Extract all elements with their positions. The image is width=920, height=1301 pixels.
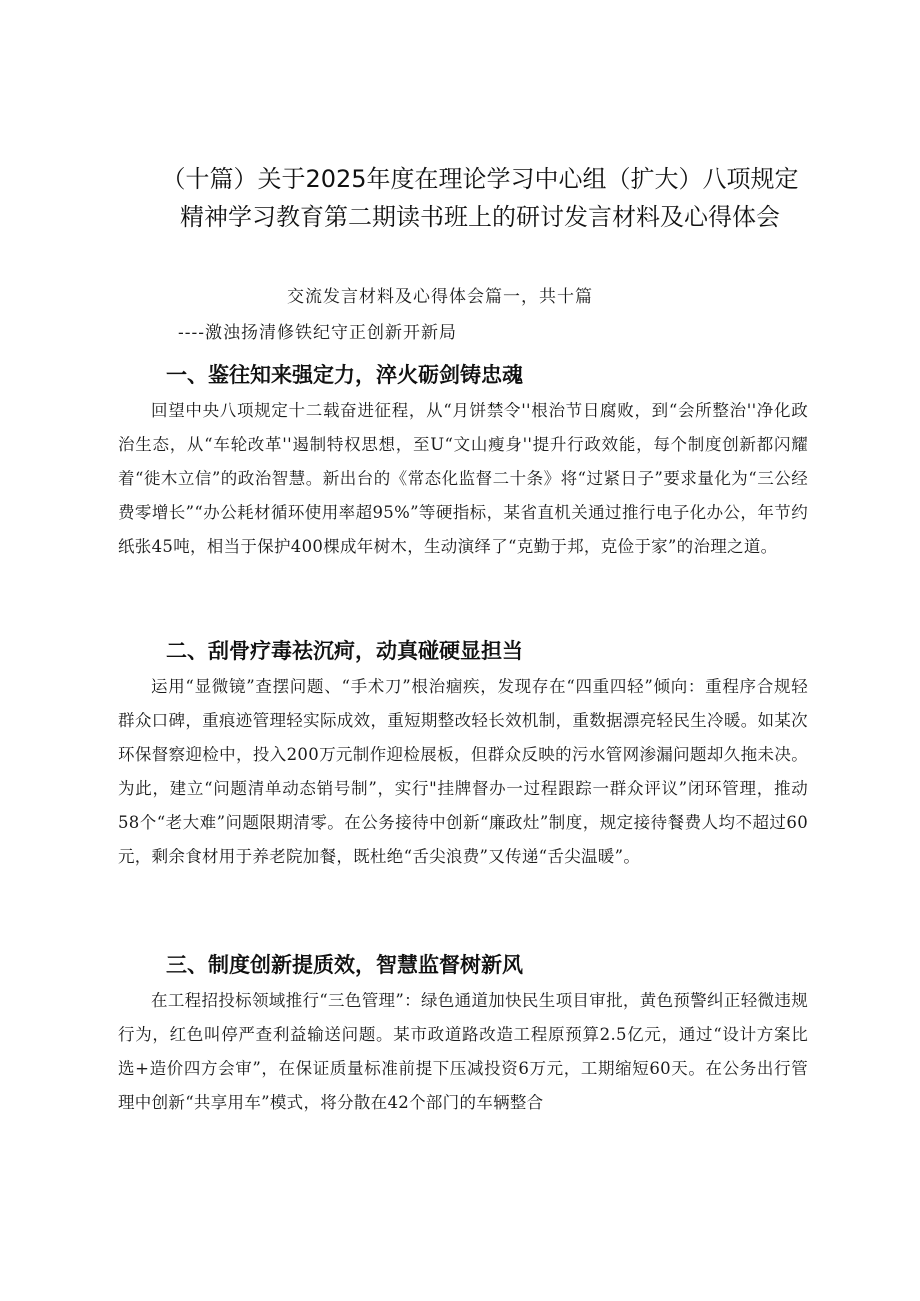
section-heading: 一、鉴往知来强定力，淬火砺剑铸忠魂: [166, 363, 523, 387]
section-paragraph: 回望中央八项规定十二载奋进征程，从“月饼禁令''根治节日腐败，到“会所整治''净化政治生态，从“车轮改革''遏制特权思想，至U“文山瘦身''提升行政效能，每个制度创新都闪耀着“徙木立信”的政治智慧。新出台的《常态化监督二十条》将“过紧日子”要求量化为“三公经费零增长”“办公耗材循环使用率超95%”等硬指标，某省直机关通过推行电子化办公，年节约纸张45吨，相当于保护400棵成年树木，生动演绎了“克勤于邦，克俭于家”的治理之道。: [118, 401, 808, 556]
section-2: [118, 636, 808, 874]
section-heading: 二、刮骨疗毒祛沉疴，动真碰硬显担当: [166, 639, 523, 663]
document-subtitle: 交流发言材料及心得体会篇一，共十篇: [287, 287, 593, 307]
section-3: [118, 950, 808, 1120]
section-1: [118, 360, 808, 564]
section-paragraph: 在工程招投标领域推行“三色管理”：绿色通道加快民生项目审批，黄色预警纠正轻微违规行为，红色叫停严查利益输送问题。某市政道路改造工程原预算2.5亿元，通过“设计方案比选+造价四方会审”，在保证质量标准前提下压减投资6万元，工期缩短60天。在公务出行管理中创新“共享用车”模式，将分散在42个部门的车辆整合: [118, 991, 808, 1112]
section-heading: 三、制度创新提质效，智慧监督树新风: [166, 953, 523, 977]
document-byline: ----激浊扬清修铁纪守正创新开新局: [178, 323, 457, 343]
section-paragraph: 运用“显微镜”查摆问题、“手术刀”根治痼疾，发现存在“四重四轻”倾向：重程序合规轻群众口碑，重痕迹管理轻实际成效，重短期整改轻长效机制，重数据漂亮轻民生冷暖。如某次环保督察迎检中，投入200万元制作迎检展板，但群众反映的污水管网渗漏问题却久拖未决。为此，建立“问题清单动态销号制”，实行"挂牌督办一过程跟踪一群众评议”闭环管理，推动58个“老大难”问题限期清零。在公务接待中创新“廉政灶”制度，规定接待餐费人均不超过60元，剩余食材用于养老院加餐，既杜绝“舌尖浪费”又传递“舌尖温暖”。: [118, 677, 808, 866]
document-title: （十篇）关于2025年度在理论学习中心组（扩大）八项规定精神学习教育第二期读书班上的研讨发言材料及心得体会: [161, 165, 799, 231]
